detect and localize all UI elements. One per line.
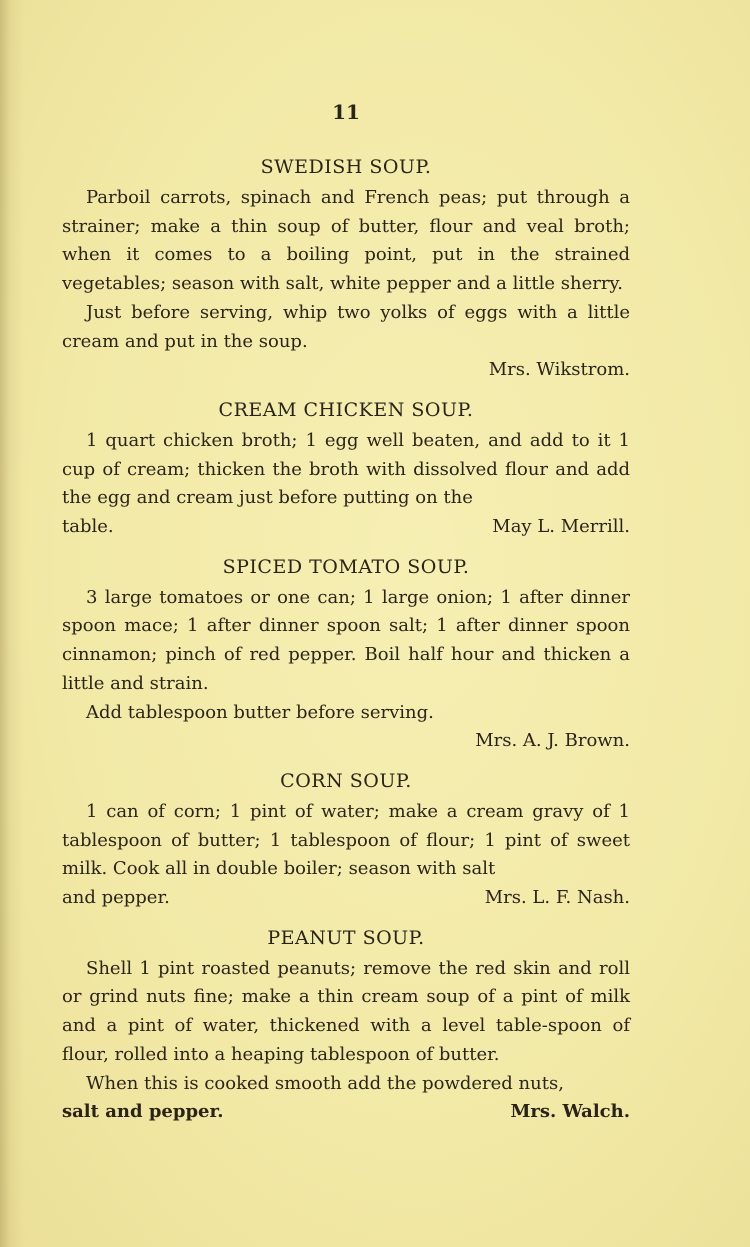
recipe-last-line bbox=[62, 1098, 630, 1127]
recipe-paragraph: Parboil carrots, spinach and French peas; put through a strainer; make a thin soup of butter, flour and veal broth; when it comes to a boiling point, put in the strained vegetables; season with salt, white pepper and a little sherry. bbox=[62, 187, 630, 295]
recipe-last-line bbox=[62, 884, 630, 913]
recipe-title: CORN SOUP. bbox=[280, 769, 412, 792]
recipe-closing-text: table. bbox=[62, 516, 114, 538]
recipe-title: PEANUT SOUP. bbox=[267, 926, 425, 949]
recipe-paragraph: Shell 1 pint roasted peanuts; remove the red skin and roll or grind nuts fine; make a thin cream soup of a pint of milk and a pint of water, thickened with a level table-spoon of flour, rolled into a heaping tablespoon of butter. bbox=[62, 957, 630, 1065]
recipe-attribution: May L. Merrill. bbox=[492, 516, 630, 538]
recipe-last-line bbox=[62, 513, 630, 542]
recipe-paragraph: 3 large tomatoes or one can; 1 large onion; 1 after dinner spoon mace; 1 after dinner spoon salt; 1 after dinner spoon cinnamon; pinch of red pepper. Boil half hour and thicken a little and strain. bbox=[62, 586, 630, 694]
recipe-paragraph: 1 can of corn; 1 pint of water; make a cream gravy of 1 tablespoon of butter; 1 tablespoon of flour; 1 pint of sweet milk. Cook all in double boiler; season with salt bbox=[62, 800, 630, 880]
book-page bbox=[62, 100, 630, 1139]
recipe-attribution: Mrs. Walch. bbox=[510, 1101, 630, 1123]
recipe-title: SWEDISH SOUP. bbox=[260, 156, 432, 178]
recipe-paragraph: 1 quart chicken broth; 1 egg well beaten, and add to it 1 cup of cream; thicken the broth with dissolved flour and add the egg and cream just before putting on the bbox=[62, 429, 630, 509]
recipe-title: SPICED TOMATO SOUP. bbox=[222, 555, 470, 578]
recipe-closing-text: and pepper. bbox=[62, 887, 170, 909]
recipe-paragraph: Add tablespoon butter before serving. bbox=[86, 701, 434, 723]
page-number: 11 bbox=[332, 100, 360, 124]
recipe-cream-chicken-soup bbox=[62, 397, 630, 542]
recipe-paragraph: When this is cooked smooth add the powdered nuts, bbox=[86, 1072, 564, 1094]
recipe-corn-soup bbox=[62, 768, 630, 913]
recipe-attribution: Mrs. A. J. Brown. bbox=[475, 730, 630, 752]
recipe-attribution: Mrs. Wikstrom. bbox=[488, 359, 630, 381]
recipe-spiced-tomato-soup bbox=[62, 554, 630, 756]
recipe-peanut-soup bbox=[62, 925, 630, 1127]
recipe-paragraph: Just before serving, whip two yolks of eggs with a little cream and put in the soup. bbox=[62, 301, 630, 352]
recipe-title: CREAM CHICKEN SOUP. bbox=[218, 398, 474, 421]
recipe-swedish-soup bbox=[62, 154, 630, 385]
recipe-closing-text: salt and pepper. bbox=[62, 1101, 224, 1123]
recipe-attribution: Mrs. L. F. Nash. bbox=[484, 887, 630, 909]
